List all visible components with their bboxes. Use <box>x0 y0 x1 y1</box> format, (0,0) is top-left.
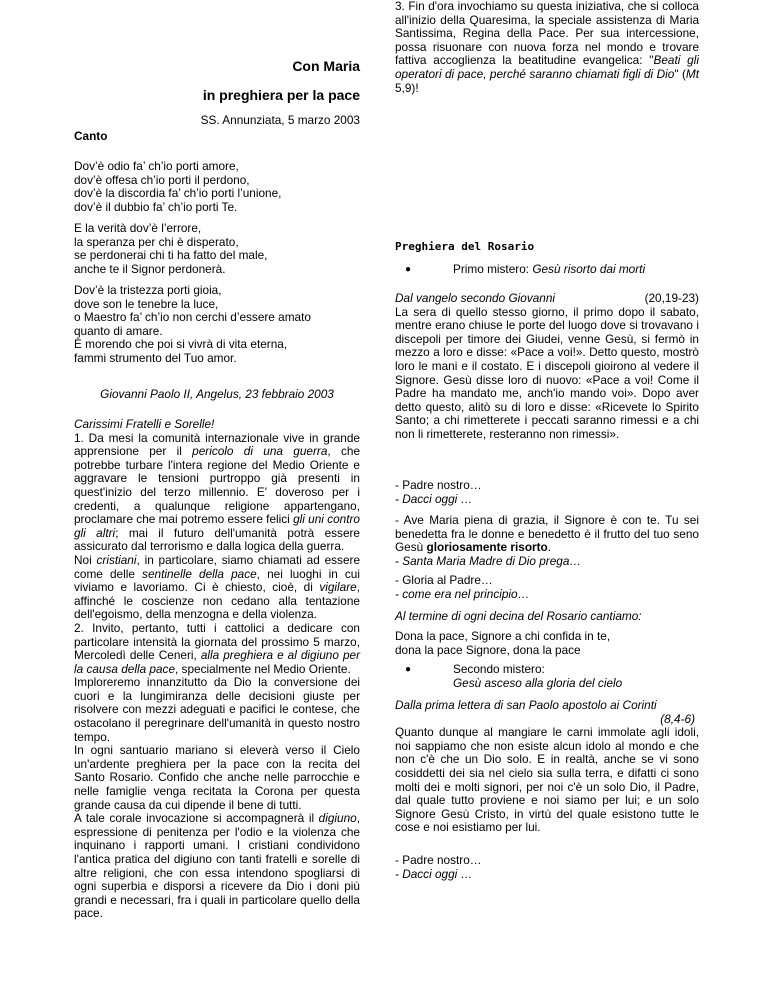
paragraph-5: In ogni santuario mariano si eleverà verso il Cielo un'ardente preghiera per la pace con la recita del Santo Rosario. Confido che anche nelle parrocchie e nelle famiglie venga recitata la Corona per questa grande causa da cui dipende il bene di tutti. <box>74 743 360 812</box>
paragraph-1: 1. Da mesi la comunità internazionale vive in grande apprensione per il pericolo di una guerra, che potrebbe turbare l'intera regione del Medio Oriente e aggravare le tensioni purtroppo già presenti in quest'inizio del terzo millennio. E' doveroso per i credenti, a qualunque religione appartengano, proclamare che mai potremo essere felici gli uni contro gli altri; mai il futuro dell'umanità potrà essere assicurato dal terrorismo e dalla logica della guerra. <box>74 430 360 554</box>
prayer-block-2 <box>395 854 699 881</box>
canto-stanza-2 <box>74 222 360 276</box>
ave-maria: - Ave Maria piena di grazia, il Signore è con te. Tu sei benedetta fra le donne e benedetto è il frutto del tuo seno Gesù gloriosamente risorto. <box>395 513 699 555</box>
verse-line: se perdonerai chi ti ha fatto del male, <box>74 248 268 263</box>
verse-line: dona la pace Signore, dona la pace <box>395 642 581 657</box>
verse-line: E la verità dov’è l’errore, <box>74 221 202 235</box>
bullet-icon: ● <box>405 264 412 275</box>
prayer-line: - Padre nostro… <box>395 478 482 492</box>
verse-line: quanto di amare. <box>74 323 163 338</box>
reading-ref: (20,19-23) <box>644 291 699 305</box>
verse-line: È morendo che poi si vivrà di vita eterna, <box>74 337 288 352</box>
verse-line: Dona la pace, Signore a chi confida in te, <box>395 629 611 643</box>
rosario-heading: Preghiera del Rosario <box>395 240 535 253</box>
date-line: SS. Annunziata, 5 marzo 2003 <box>200 113 360 127</box>
reading-text: La sera di quello stesso giorno, il primo dopo il sabato, mentre erano chiuse le porte del luogo dove si trovavano i discepoli per timore dei Giudei, venne Gesù, si fermò in mezzo a loro e disse: «Pace a voi!». Detto questo, mostrò loro le mani e il costato. E i discepoli gioirono al vedere il Signore. Gesù disse loro di nuovo: «Pace a voi! Come il Padre ha mandato me, anch'io mando voi». Dopo aver detto questo, alitò su di loro e disse: «Ricevete lo Spirito Santo; a chi rimetterete i peccati saranno rimessi e a chi non li rimetterete, resteranno non rimessi». <box>395 304 699 441</box>
title-line-1: Con Maria <box>292 58 360 74</box>
reading-ref: (8,4-6) <box>660 711 695 726</box>
angelus-source: Giovanni Paolo II, Angelus, 23 febbraio 2003 <box>100 387 334 401</box>
mistero-1-reading <box>395 292 699 442</box>
paragraph-7: 3. Fin d'ora invochiamo su questa iniziativa, che si colloca all'inizio della Quaresima, la speciale assistenza di Maria Santissima, Regina della Pace. Per sua intercessione, possa risuonare con nuova forza nel mondo e trovare fattiva accoglienza la beatitudine evangelica: "Beati gli operatori di pace, perché saranno chiamati figli di Dio" (Mt 5,9)! <box>395 0 699 95</box>
canto-stanza-3 <box>74 284 360 366</box>
verse-line: la speranza per chi è disperato, <box>74 234 239 249</box>
paragraph-2: Noi cristiani, in particolare, siamo chiamati ad essere come delle sentinelle della pace, nei luoghi in cui viviamo e lavoriamo. Ci è chiesto, cioè, di vigilare, affinché le coscienze non cedano alla tentazione dell'egoismo, della menzogna e della violenza. <box>74 552 360 622</box>
santa-maria: - Santa Maria Madre di Dio prega… <box>395 553 582 568</box>
canto-heading: Canto <box>74 129 108 143</box>
paragraph-7-block <box>395 0 699 95</box>
verse-line: Dov’è odio fa’ ch’io porti amore, <box>74 159 239 173</box>
verse-line: dov’è il dubbio fa’ ch’io porti Te. <box>74 199 238 214</box>
verse-line: o Maestro fa’ ch’io non cerchi d’essere amato <box>74 310 311 325</box>
reading-text: Quanto dunque al mangiare le carni immolate agli idoli, noi sappiamo che non esiste alcun idolo al mondo e che non c'è che un Dio solo. E in realtà, anche se vi sono cosiddetti dei sia nel cielo sia sulla terra, e difatti ci sono molti dei e molti signori, per noi c'è un solo Dio, il Padre, dal quale tutto proviene e noi siamo per lui; e un solo Signore Gesù Cristo, in virtù del quale esistono tutte le cose e noi esistiamo per lui. <box>395 725 699 835</box>
verse-line: fammi strumento del Tuo amor. <box>74 350 237 365</box>
decina-note: Al termine di ogni decina del Rosario cantiamo: <box>395 609 642 623</box>
verse-line: Dov’è la tristezza porti gioia, <box>74 283 222 297</box>
prayer-line: - Dacci oggi … <box>395 491 473 506</box>
ave-maria-block <box>395 514 699 568</box>
prayer-line: - Gloria al Padre… <box>395 573 493 587</box>
paragraph-4: Imploreremo innanzitutto da Dio la conversione dei cuori e la lungimiranza delle decisioni giuste per risolvere con mezzi adeguati e pacifici le contese, che ostacolano il peregrinare dell'umanità in questo nostro tempo. <box>74 675 360 744</box>
prayer-line: - come era nel principio… <box>395 586 530 601</box>
paragraph-6: A tale corale invocazione si accompagnerà il digiuno, espressione di penitenza per l'odio e la violenza che inquinano i rapporti umani. I cristiani condividono l'antica pratica del digiuno con tanti fratelli e sorelle di altre religioni, che con essa intendono spogliarsi di ogni superbia e disporsi a ricevere da Dio i doni più grandi e necessari, fra i quali in particolare quello della pace. <box>74 811 360 921</box>
mistero-2-reading <box>395 699 699 835</box>
title-line-2: in preghiera per la pace <box>202 87 360 103</box>
verse-line: anche te il Signor perdonerà. <box>74 261 226 276</box>
reading-source: Dal vangelo secondo Giovanni <box>395 291 556 305</box>
prayer-line: - Padre nostro… <box>395 853 482 867</box>
bullet-icon: ● <box>405 664 412 675</box>
paragraph-3: 2. Invito, pertanto, tutti i cattolici a dedicare con particolare intensità la giornata del prossimo 5 marzo, Mercoledì delle Ceneri, alla preghiera e al digiuno per la causa della pace, specialmente nel Medio Oriente. <box>74 620 360 676</box>
gloria-block <box>395 574 699 601</box>
reading-source: Dalla prima lettera di san Paolo apostolo ai Corinti <box>395 698 657 712</box>
dona-pace-block <box>395 630 699 657</box>
canto-stanza-1 <box>74 160 360 214</box>
verse-line: dove son le tenebre la luce, <box>74 296 219 311</box>
verse-line: dov’è offesa ch’io porti il perdono, <box>74 172 250 187</box>
verse-line: dov’è la discordia fa’ ch’io porti l’unione, <box>74 186 282 201</box>
prayer-line: - Dacci oggi … <box>395 866 473 881</box>
angelus-text <box>74 418 360 921</box>
prayer-block-1 <box>395 479 699 506</box>
salutation: Carissimi Fratelli e Sorelle! <box>74 417 215 431</box>
